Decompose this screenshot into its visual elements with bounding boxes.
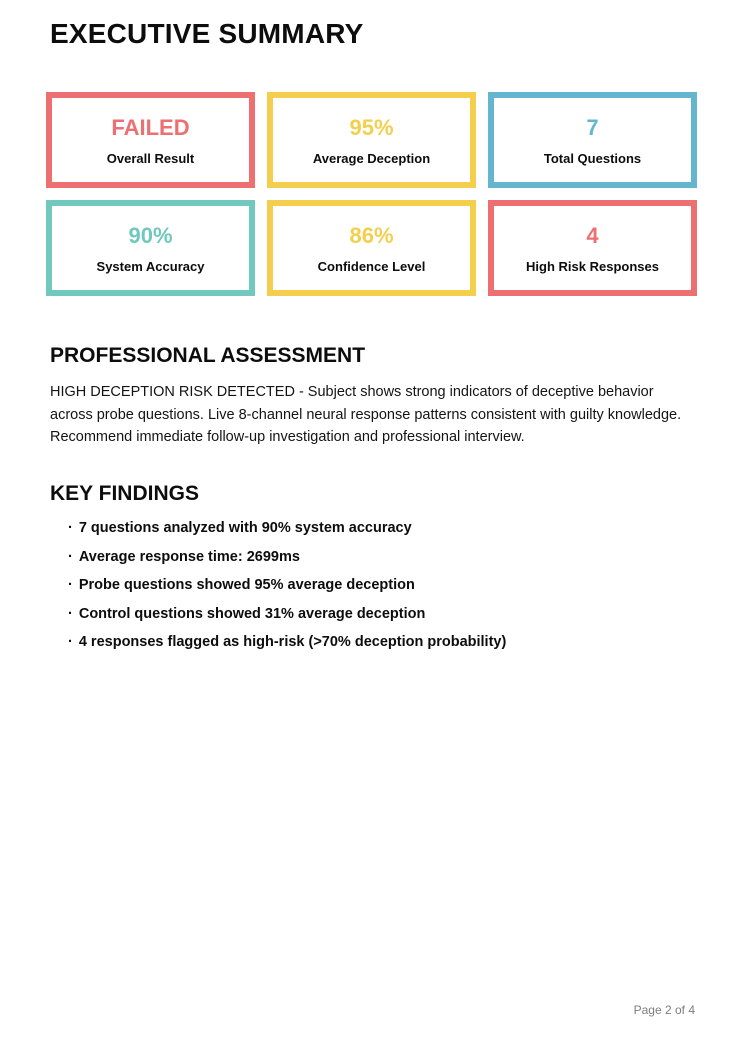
metric-card-average-deception [267, 92, 476, 188]
bullet-dot: · [68, 605, 73, 622]
section-heading-key-findings: KEY FINDINGS [50, 482, 199, 505]
finding-text: 4 responses flagged as high-risk (>70% deception probability) [78, 634, 507, 650]
assessment-paragraph: HIGH DECEPTION RISK DETECTED - Subject shows strong indicators of deceptive behavior across probe questions. Live 8-channel neural response patterns consistent with guilty knowledge. Recommend immediate follow-up investigation and professional interview. [50, 384, 682, 445]
finding-text: Average response time: 2699ms [78, 548, 300, 565]
finding-text: 7 questions analyzed with 90% system accuracy [78, 520, 412, 536]
section-heading-professional-assessment: PROFESSIONAL ASSESSMENT [50, 344, 366, 367]
finding-item [68, 578, 506, 593]
metric-label: Overall Result [106, 151, 195, 166]
finding-text: Probe questions showed 95% average deception [78, 577, 415, 593]
metrics-grid [46, 92, 697, 296]
bullet-dot: · [68, 634, 73, 650]
key-findings-list [68, 521, 506, 664]
page-number: Page 2 of 4 [633, 1003, 695, 1017]
metric-card-total-questions [488, 92, 697, 188]
finding-text: Control questions showed 31% average deception [78, 605, 426, 622]
metric-value: 7 [586, 115, 599, 140]
metric-value: FAILED [111, 115, 190, 140]
bullet-dot: · [68, 520, 73, 536]
metric-value: 95% [349, 115, 394, 140]
finding-item [68, 607, 506, 622]
metric-label: High Risk Responses [526, 259, 659, 274]
bullet-dot: · [68, 577, 73, 593]
page-title: EXECUTIVE SUMMARY [50, 18, 364, 49]
bullet-dot: · [68, 548, 73, 565]
metric-card-confidence-level [267, 200, 476, 296]
metric-label: System Accuracy [96, 259, 205, 274]
metric-value: 90% [128, 223, 173, 248]
metric-label: Average Deception [312, 151, 431, 166]
metric-label: Total Questions [543, 151, 642, 166]
metric-label: Confidence Level [317, 259, 426, 274]
finding-item [68, 550, 506, 565]
metric-card-system-accuracy [46, 200, 255, 296]
finding-item [68, 635, 506, 650]
metric-value: 86% [349, 223, 394, 248]
metric-card-high-risk-responses [488, 200, 697, 296]
finding-item [68, 521, 506, 536]
metric-card-overall-result [46, 92, 255, 188]
metric-value: 4 [586, 223, 599, 248]
